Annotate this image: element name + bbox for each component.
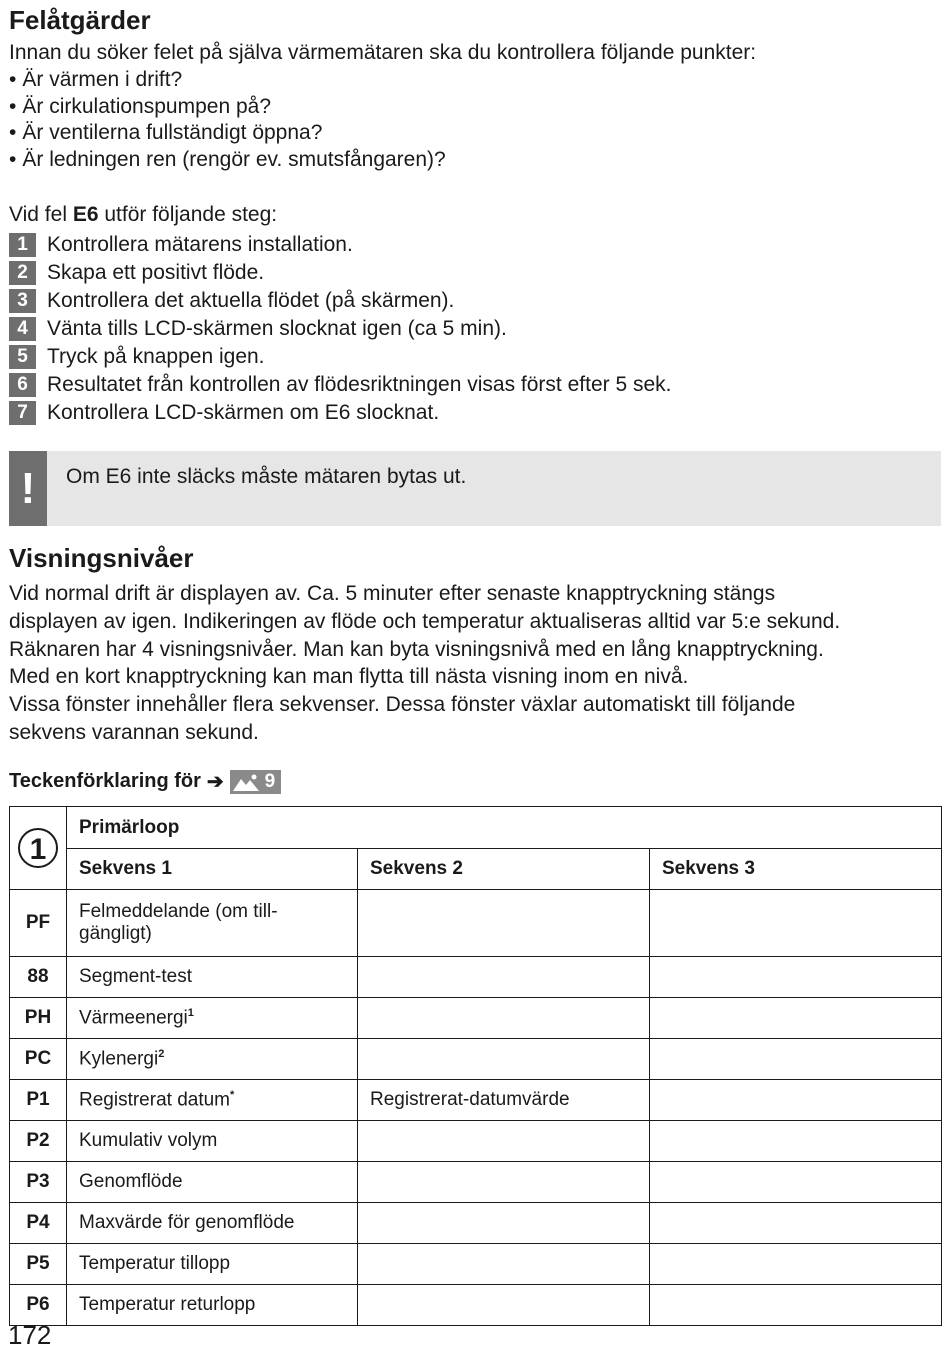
paragraph-line: sekvens varannan sekund. <box>9 720 259 744</box>
step-number: 5 <box>9 345 36 369</box>
step-item <box>9 259 671 287</box>
step-item <box>9 287 671 315</box>
check-list <box>9 67 446 173</box>
cell-text: Felmeddelande (om till- <box>79 901 278 922</box>
paragraph-line: Vissa fönster innehåller flera sekvenser. Dessa fönster växlar automatiskt till följande <box>9 693 796 717</box>
paragraph-line: Vid normal drift är displayen av. Ca. 5 minuter efter senaste knapptryckning stängs <box>9 582 776 605</box>
sequence-3-cell <box>650 890 942 957</box>
footnote-marker: 1 <box>187 1006 194 1019</box>
e6-suffix: utför följande steg: <box>98 203 278 226</box>
row-code: 88 <box>10 957 67 998</box>
step-text: Kontrollera mätarens installation. <box>47 233 353 256</box>
sequence-2-cell <box>358 1162 650 1203</box>
sequence-1-cell: Segment-test <box>67 957 358 998</box>
table-row <box>10 1121 942 1162</box>
step-item <box>9 399 671 427</box>
row-code: P2 <box>10 1121 67 1162</box>
step-number: 7 <box>9 401 36 425</box>
table-row <box>10 1244 942 1285</box>
step-item <box>9 343 671 371</box>
sequence-table <box>9 806 942 1326</box>
step-text: Skapa ett positivt flöde. <box>47 261 265 284</box>
step-item <box>9 231 671 259</box>
step-number: 2 <box>9 261 36 285</box>
figure-reference[interactable] <box>230 770 282 794</box>
step-text: Vänta tills LCD-skärmen slocknat igen (ca 5 min). <box>47 317 507 340</box>
section-title-troubleshooting: Felåtgärder <box>9 5 151 35</box>
step-number: 6 <box>9 373 36 397</box>
sequence-2-cell <box>358 998 650 1039</box>
image-icon <box>233 773 259 791</box>
sequence-2-cell <box>358 957 650 998</box>
row-code: P5 <box>10 1244 67 1285</box>
e6-prefix: Vid fel <box>9 203 73 226</box>
sequence-1-cell <box>67 890 358 957</box>
paragraph-line: displayen av igen. Indikeringen av flöde och temperatur aktualiseras alltid var 5:e sekund. <box>9 609 841 633</box>
warning-text: Om E6 inte släcks måste mätaren bytas ut. <box>66 465 467 488</box>
footnote-marker: * <box>230 1088 235 1101</box>
cell-text-continued: gängligt) <box>79 923 152 944</box>
sequence-2-cell <box>358 1244 650 1285</box>
row-code: PF <box>10 890 67 957</box>
sequence-2-cell <box>358 1203 650 1244</box>
list-item: • Är ledningen ren (rengör ev. smutsfångaren)? <box>9 147 446 174</box>
row-code: P1 <box>10 1080 67 1121</box>
level-number-cell <box>10 807 67 890</box>
troubleshooting-intro: Innan du söker felet på själva värmemätaren ska du kontrollera följande punkter: <box>9 41 757 64</box>
table-row <box>10 1162 942 1203</box>
warning-box <box>9 451 941 526</box>
sequence-3-cell <box>650 957 942 998</box>
step-number: 1 <box>9 233 36 257</box>
sequence-1-cell: Temperatur returlopp <box>67 1285 358 1326</box>
paragraph-line: Med en kort knapptryckning kan man flytta till nästa visning inom en nivå. <box>9 665 689 689</box>
sequence-3-cell <box>650 1080 942 1121</box>
row-code: PC <box>10 1039 67 1080</box>
legend-label: Teckenförklaring för <box>9 770 201 792</box>
step-text: Tryck på knappen igen. <box>47 345 265 368</box>
table-row <box>10 1080 942 1121</box>
list-item: • Är värmen i drift? <box>9 67 446 94</box>
table-row <box>10 957 942 998</box>
table-row <box>10 1203 942 1244</box>
sequence-2-cell <box>358 1285 650 1326</box>
sequence-1-cell: Kumulativ volym <box>67 1121 358 1162</box>
display-levels-text <box>9 580 941 747</box>
table-row <box>10 890 942 957</box>
sequence-3-cell <box>650 1039 942 1080</box>
table-row <box>10 1285 942 1326</box>
sequence-2-cell <box>358 890 650 957</box>
step-text: Resultatet från kontrollen av flödesriktningen visas först efter 5 sek. <box>47 373 672 396</box>
footnote-marker: 2 <box>158 1047 165 1060</box>
column-header: Sekvens 1 <box>67 849 358 890</box>
step-item <box>9 371 671 399</box>
list-item: • Är ventilerna fullständigt öppna? <box>9 120 446 147</box>
sequence-1-cell: Temperatur tillopp <box>67 1244 358 1285</box>
figure-number: 9 <box>264 770 276 792</box>
arrow-icon: ➔ <box>206 771 224 793</box>
sequence-1-cell <box>67 1080 358 1121</box>
e6-code: E6 <box>72 203 99 226</box>
level-number-icon: 1 <box>18 828 58 868</box>
row-code: P6 <box>10 1285 67 1326</box>
cell-text: Registrerat datum <box>79 1089 231 1111</box>
table-row <box>10 1039 942 1080</box>
cell-text: Kylenergi <box>79 1048 159 1070</box>
column-header: Sekvens 2 <box>358 849 650 890</box>
page-number: 172 <box>8 1320 52 1350</box>
sequence-3-cell <box>650 1203 942 1244</box>
step-text: Kontrollera det aktuella flödet (på skärmen). <box>47 289 455 312</box>
step-number: 3 <box>9 289 36 313</box>
sequence-3-cell <box>650 1244 942 1285</box>
list-item: • Är cirkulationspumpen på? <box>9 94 446 121</box>
cell-text: Värmeenergi <box>79 1007 188 1029</box>
sequence-2-cell <box>358 1039 650 1080</box>
step-number: 4 <box>9 317 36 341</box>
table-title-row <box>10 807 942 849</box>
sequence-3-cell <box>650 1285 942 1326</box>
section-title-display-levels: Visningsnivåer <box>9 543 194 573</box>
table-header-row <box>10 849 942 890</box>
row-code: P3 <box>10 1162 67 1203</box>
row-code: PH <box>10 998 67 1039</box>
sequence-3-cell <box>650 1121 942 1162</box>
sequence-1-cell <box>67 1039 358 1080</box>
step-item <box>9 315 671 343</box>
sequence-2-cell: Registrerat-datumvärde <box>358 1080 650 1121</box>
sequence-1-cell: Maxvärde för genomflöde <box>67 1203 358 1244</box>
warning-icon: ! <box>9 451 47 526</box>
sequence-2-cell <box>358 1121 650 1162</box>
paragraph-line: Räknaren har 4 visningsnivåer. Man kan byta visningsnivå med en lång knapptryckning. <box>9 637 824 661</box>
row-code: P4 <box>10 1203 67 1244</box>
table-row <box>10 998 942 1039</box>
sequence-3-cell <box>650 1162 942 1203</box>
e6-intro <box>9 202 277 229</box>
sequence-3-cell <box>650 998 942 1039</box>
e6-steps <box>9 231 671 427</box>
legend-heading <box>9 769 281 794</box>
level-title: Primärloop <box>67 807 942 849</box>
sequence-1-cell: Genomflöde <box>67 1162 358 1203</box>
step-text: Kontrollera LCD-skärmen om E6 slocknat. <box>47 401 440 424</box>
column-header: Sekvens 3 <box>650 849 942 890</box>
sequence-1-cell <box>67 998 358 1039</box>
